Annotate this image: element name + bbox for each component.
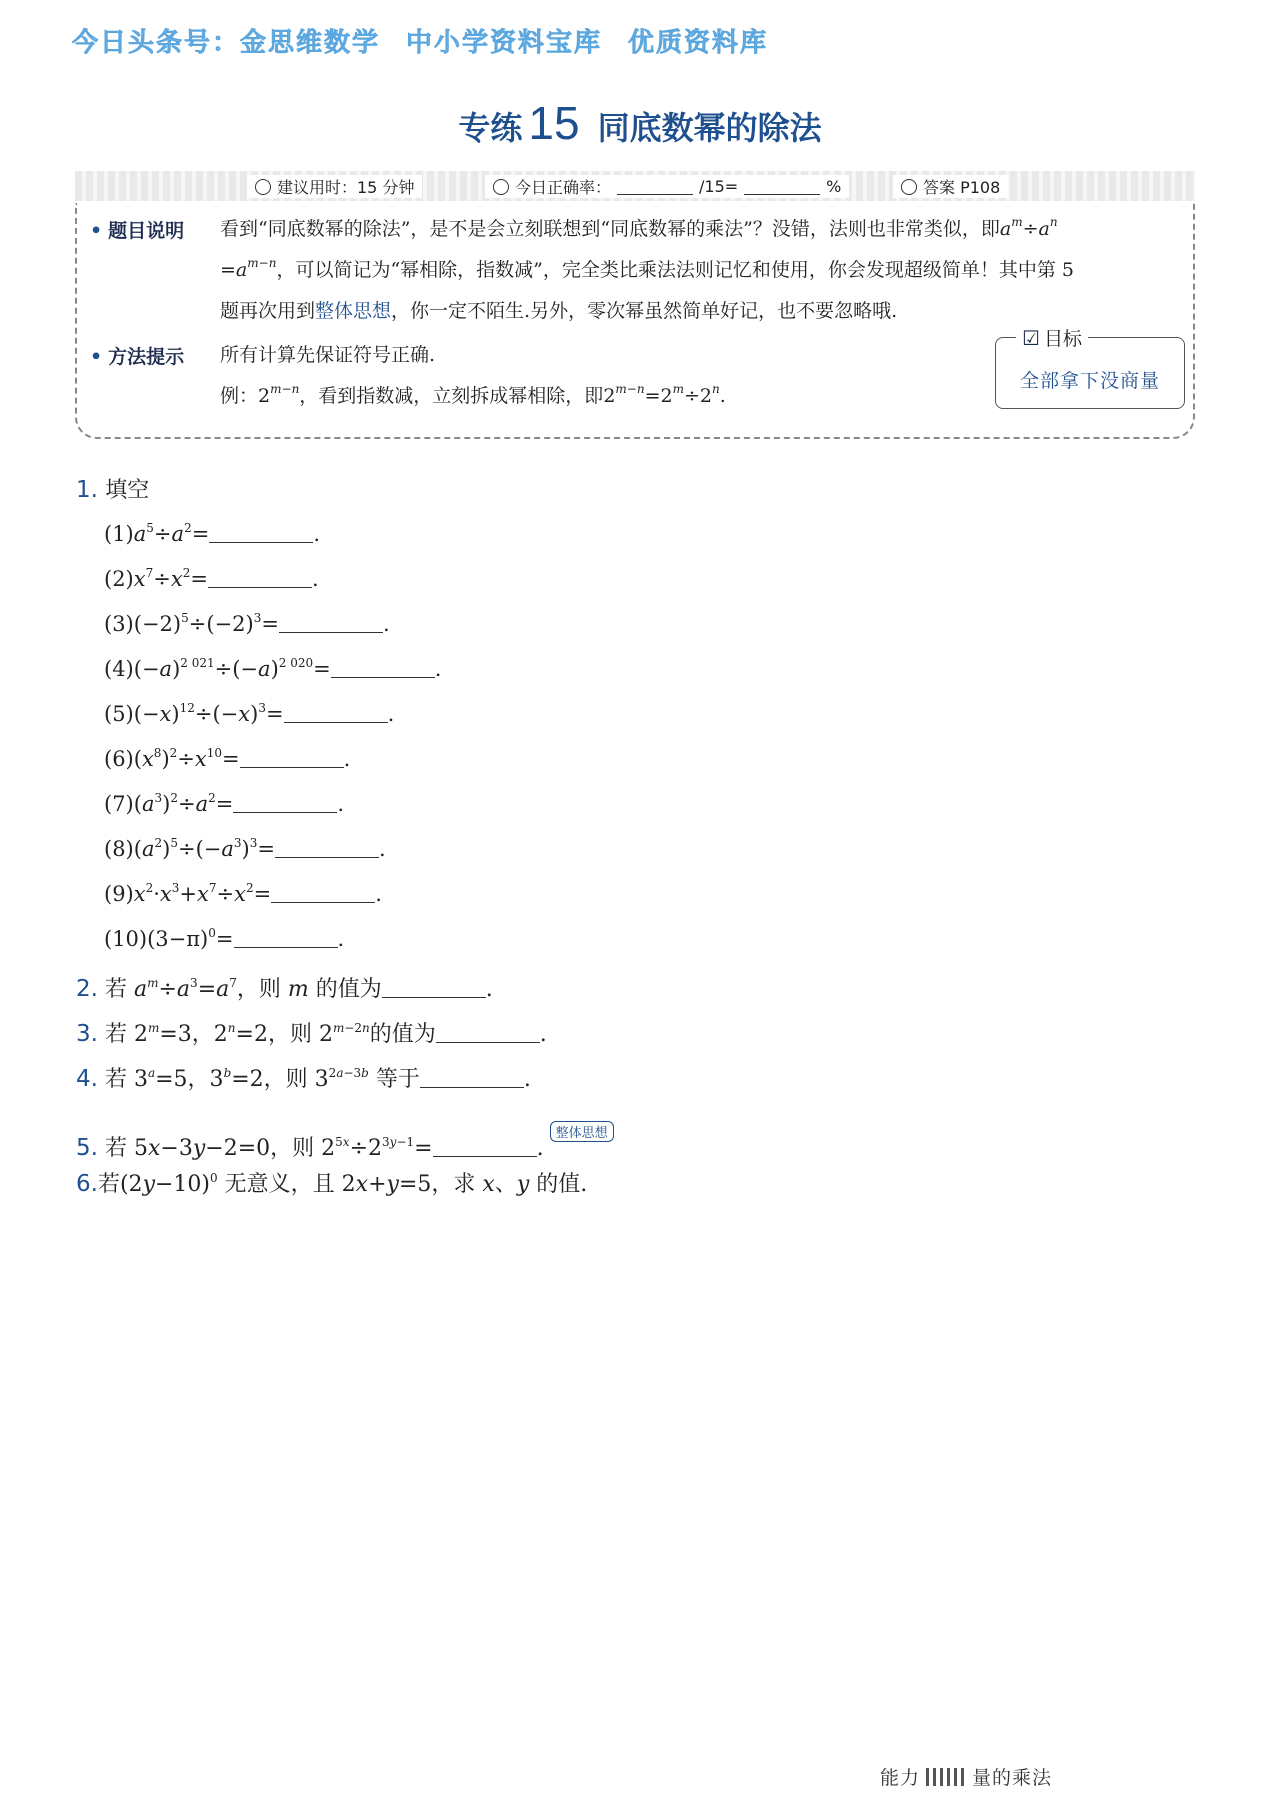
- item-label: (7): [104, 792, 134, 816]
- goal-title: [1016, 324, 1088, 351]
- answer-blank[interactable]: [382, 977, 486, 998]
- instruction-text: 看到“同底数幂的除法”，是不是会立刻联想到“同底数幂的乘法”？没错，法则也非常类似，即$a^m\div a^n$ $=a^{m-n}$，可以简记为“幂相除，指数减”，完全类比乘法法则记忆和使用，你会发现超级简单！其中第 5 题再次用到整体思想，你一定不陌生.另外，零次幂虽然简单好记，也不要忽略哦.: [220, 215, 1074, 322]
- item-label: (6): [104, 747, 134, 771]
- accuracy-label: 今日正确率：: [515, 178, 612, 197]
- q6-number: 6.: [76, 1171, 98, 1197]
- q1-number: 1.: [76, 477, 98, 503]
- answer-blank[interactable]: [233, 792, 337, 813]
- q4-text-b: 等于: [375, 1067, 420, 1092]
- instruction-highlight: 整体思想: [315, 300, 392, 322]
- watermark: [72, 22, 794, 59]
- q1-item-6: $(6)(x^8)^2\div x^{10}=$ .: [104, 746, 351, 771]
- question-5: 5. 若 5x−3y−2=0，则 $2^{5x}\div 2^{3y-1}=$ .整体思想: [76, 1121, 614, 1162]
- page-footer: [880, 1763, 1052, 1790]
- q6-text-b: 无意义，且: [224, 1172, 335, 1197]
- time-text: 建议用时：15 分钟: [277, 178, 415, 197]
- answer-blank[interactable]: [209, 522, 313, 543]
- q4-number: 4.: [76, 1066, 98, 1092]
- instruction-line-1: 看到“同底数幂的除法”，是不是会立刻联想到“同底数幂的乘法”？没错，法则也非常类似，即: [220, 218, 1000, 240]
- q1-item-7: $(7)(a^3)^2\div a^2=$ .: [104, 791, 345, 816]
- info-bar: [75, 171, 1195, 201]
- goal-box: [995, 326, 1185, 409]
- q1-item-4: $(4)(-a)^{2 021}\div(-a)^{2 020}=$ .: [104, 656, 442, 681]
- watermark-text-2: 中小学资料宝库: [406, 28, 603, 58]
- answer-blank[interactable]: [234, 927, 338, 948]
- item-label: (8): [104, 837, 134, 861]
- check-circle-icon: [493, 179, 509, 195]
- question-3: 3. 若 $2^m=3$，$2^n=2$，则 $2^{m-2n}$的值为 .: [76, 1021, 547, 1047]
- q1-item-8: $(8)(a^2)^5\div(-a^3)^3=$ .: [104, 836, 386, 861]
- q6-text-a: 若: [97, 1172, 120, 1197]
- item-label: (10): [104, 927, 148, 951]
- checkmark-icon: ☑: [1022, 326, 1040, 350]
- answer-blank[interactable]: [420, 1067, 524, 1088]
- item-label: (3): [104, 612, 134, 636]
- q1-item-9: $(9)x^2\cdot x^3+x^7\div x^2=$ .: [104, 881, 382, 906]
- footer-right: 量的乘法: [972, 1767, 1053, 1789]
- q1-item-1: $(1)a^5\div a^2=$ .: [104, 521, 320, 546]
- footer-left: 能力: [880, 1767, 921, 1789]
- answer-blank[interactable]: [240, 747, 344, 768]
- item-label: (5): [104, 702, 134, 726]
- q5-text-b: ，则: [270, 1136, 315, 1161]
- percent-sign: %: [826, 177, 842, 196]
- watermark-text-1: 今日头条号：金思维数学: [72, 28, 381, 58]
- q5-number: 5.: [76, 1135, 98, 1161]
- q1-item-2: $(2)x^7\div x^2=$ .: [104, 566, 319, 591]
- title-text: 同底数幂的除法: [597, 109, 822, 147]
- accuracy-blank[interactable]: [617, 178, 693, 195]
- title-number: 15: [528, 97, 580, 149]
- item-label: (2): [104, 567, 134, 591]
- answer-blank[interactable]: [331, 657, 435, 678]
- instruction-line-3b: ，你一定不陌生.另外，零次幂虽然简单好记，也不要忽略哦.: [391, 300, 898, 322]
- answer-blank[interactable]: [275, 837, 379, 858]
- q3-number: 3.: [76, 1021, 98, 1047]
- q5-text-a: 若: [104, 1136, 127, 1161]
- scan-bars: [926, 1768, 966, 1786]
- q4-text-a: 若: [104, 1067, 127, 1092]
- q2-text-b: ，则: [236, 977, 281, 1002]
- strategy-tag: 整体思想: [550, 1121, 614, 1142]
- time-item: [247, 175, 422, 198]
- title-prefix: 专练: [458, 109, 523, 147]
- instruction-label: • 题目说明: [90, 216, 184, 243]
- item-label: (4): [104, 657, 134, 681]
- tips-line-2a: 例：: [220, 385, 259, 407]
- goal-value: 全部拿下没商量: [1019, 370, 1160, 392]
- answer-item: [893, 175, 1008, 198]
- q1-item-3: $(3)(-2)^5\div(-2)^3=$ .: [104, 611, 390, 636]
- question-6: 6.若$(2y-10)^0$ 无意义，且 2x+y=5，求 x、y 的值.: [76, 1171, 588, 1197]
- clock-icon: [255, 179, 271, 195]
- percent-blank[interactable]: [744, 178, 820, 195]
- item-label: (1): [104, 522, 134, 546]
- tips-label: • 方法提示: [90, 342, 184, 369]
- watermark-text-3: 优质资料库: [628, 28, 769, 58]
- instruction-line-3a: 题再次用到: [220, 300, 316, 322]
- q1-title: 填空: [105, 478, 150, 503]
- q1-item-5: $(5)(-x)^{12}\div(-x)^3=$ .: [104, 701, 395, 726]
- answer-blank[interactable]: [279, 612, 383, 633]
- q3-text-b: 的值为: [369, 1022, 436, 1047]
- tips-line-1: 所有计算先保证符号正确.: [220, 344, 436, 366]
- answer-blank[interactable]: [436, 1022, 540, 1043]
- accuracy-total: /15=: [699, 177, 739, 196]
- q6-text-c: ，求: [431, 1172, 476, 1197]
- answer-blank[interactable]: [271, 882, 375, 903]
- answer-blank[interactable]: [208, 567, 312, 588]
- item-label: (9): [104, 882, 134, 906]
- q3-text-a: 若: [104, 1022, 127, 1047]
- pencil-icon: [901, 179, 917, 195]
- accuracy-item: [485, 175, 849, 198]
- q2-number: 2.: [76, 976, 98, 1002]
- answer-ref: 答案 P108: [923, 178, 1001, 197]
- q1-item-10: $(10)(3-\pi)^0=$ .: [104, 926, 345, 951]
- q6-text-d: 的值.: [536, 1172, 588, 1197]
- question-1: [76, 473, 149, 504]
- q2-text-a: 若: [104, 977, 127, 1002]
- question-2: 2. 若 $a^m\div a^3=a^7$，则 m 的值为 .: [76, 976, 493, 1002]
- q2-text-c: 的值为: [315, 977, 382, 1002]
- question-4: 4. 若 $3^a=5$，$3^b=2$，则 $3^{2a-3b}$ 等于 .: [76, 1066, 531, 1092]
- goal-label: 目标: [1043, 328, 1082, 350]
- answer-blank[interactable]: [284, 702, 388, 723]
- tips-text: 所有计算先保证符号正确. 例：$2^{m-n}$，看到指数减，立刻拆成幂相除，即$2^{m-n}=2^m\div 2^n$.: [220, 335, 980, 417]
- instruction-line-2: ，可以简记为“幂相除，指数减”，完全类比乘法法则记忆和使用，你会发现超级简单！其中第 5: [276, 259, 1074, 281]
- tips-line-2b: ，看到指数减，立刻拆成幂相除，即: [299, 385, 604, 407]
- answer-blank[interactable]: [433, 1136, 537, 1157]
- page-title: [0, 96, 1280, 150]
